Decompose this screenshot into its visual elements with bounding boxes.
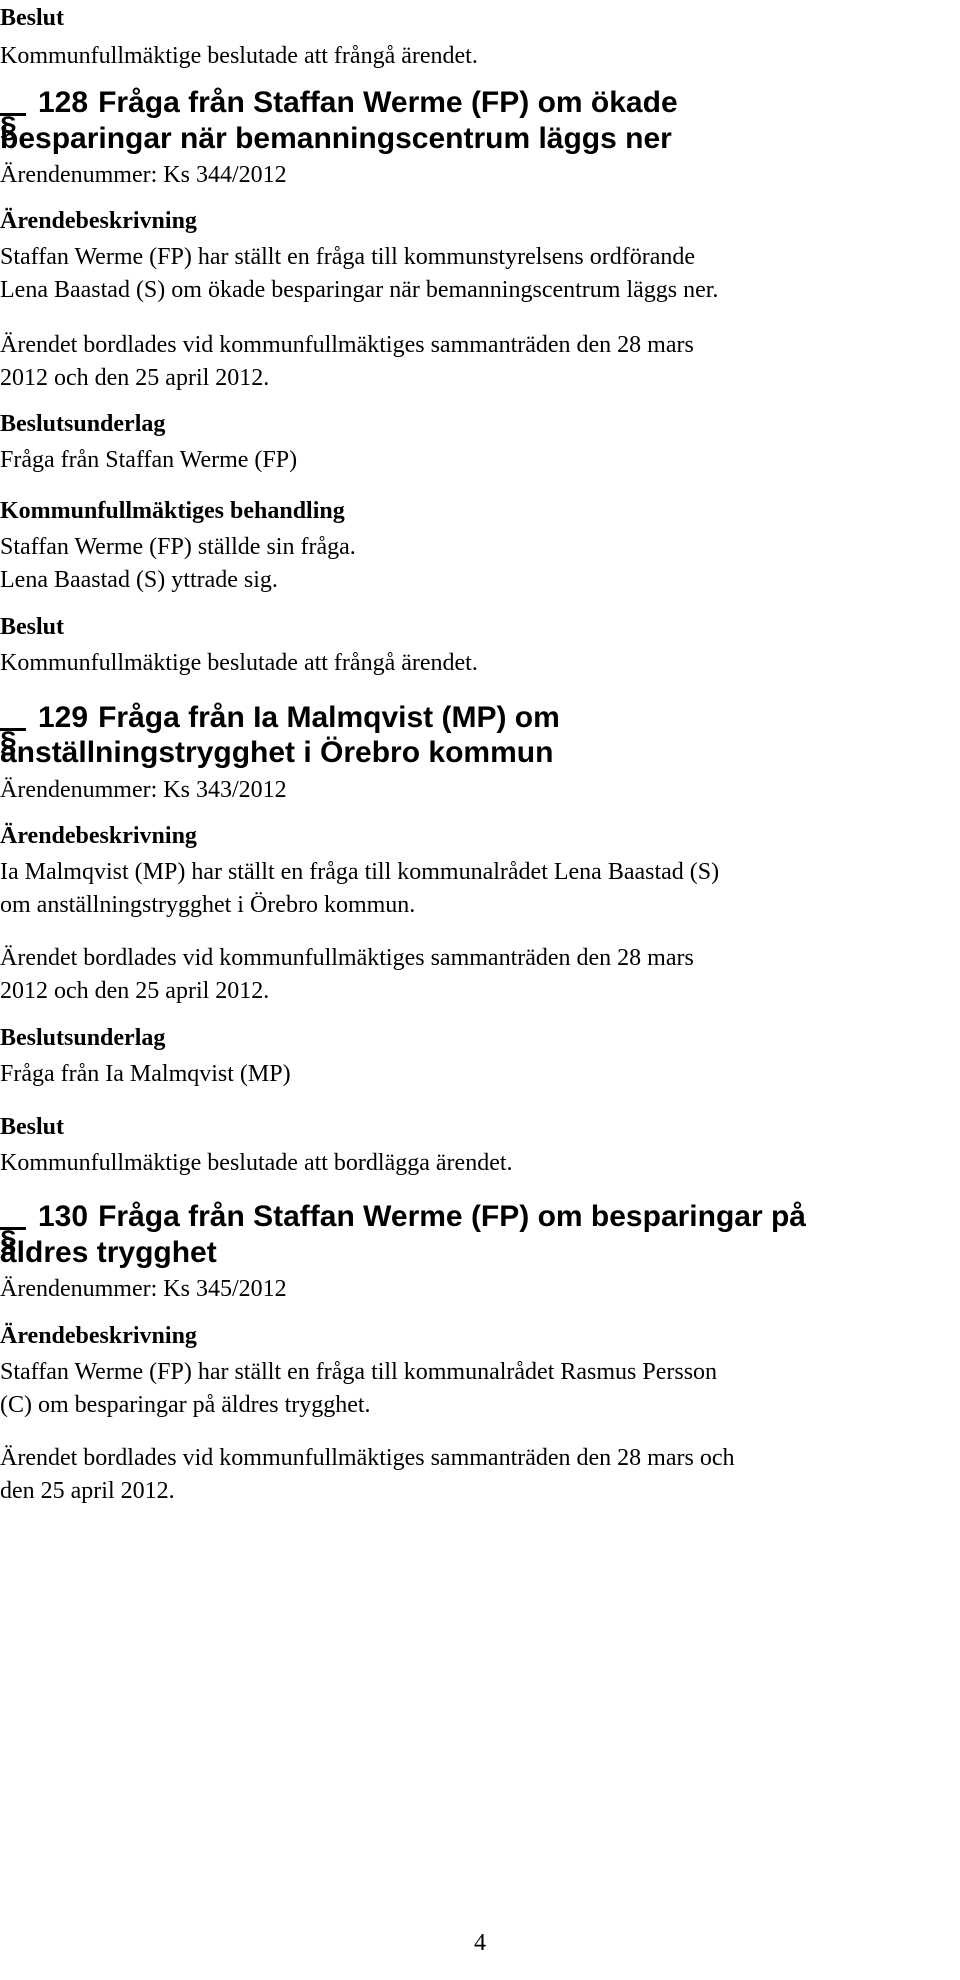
section-129-description-heading: Ärendebeskrivning: [0, 823, 197, 849]
section-130-description-heading: Ärendebeskrivning: [0, 1323, 197, 1349]
section-128-title-line2: besparingar när bemanningscentrum läggs ner: [0, 122, 672, 155]
intro-beslut-heading: Beslut: [0, 5, 65, 31]
section-129-description-line2: om anställningstrygghet i Örebro kommun.: [0, 892, 416, 918]
section-128-tabled-line2: 2012 och den 25 april 2012.: [0, 365, 270, 391]
section-number: 128: [38, 86, 89, 119]
section-title-line1: Fråga från Staffan Werme (FP) om ökade: [98, 86, 678, 119]
section-130-tabled-line1: Ärendet bordlades vid kommunfullmäktiges sammanträden den 28 mars och: [0, 1445, 735, 1471]
section-128-title: [0, 85, 678, 121]
section-129-tabled-line2: 2012 och den 25 april 2012.: [0, 978, 270, 1004]
section-129-title: [0, 700, 560, 736]
section-128-decision-heading: Beslut: [0, 614, 65, 640]
intro-beslut-text: Kommunfullmäktige beslutade att frångå ärendet.: [0, 43, 478, 69]
section-number: 129: [38, 701, 89, 734]
section-129-decision-heading: Beslut: [0, 1114, 65, 1140]
section-128-handling-line2: Lena Baastad (S) yttrade sig.: [0, 567, 278, 593]
section-128-description-line2: Lena Baastad (S) om ökade besparingar när bemanningscentrum läggs ner.: [0, 277, 719, 303]
section-129-basis-text: Fråga från Ia Malmqvist (MP): [0, 1061, 291, 1087]
section-128-basis-text: Fråga från Staffan Werme (FP): [0, 447, 298, 473]
section-129-case-number: Ärendenummer: Ks 343/2012: [0, 777, 287, 803]
section-129-basis-heading: Beslutsunderlag: [0, 1025, 166, 1051]
page-number: 4: [474, 1930, 486, 1956]
section-129-tabled-line1: Ärendet bordlades vid kommunfullmäktiges sammanträden den 28 mars: [0, 945, 694, 971]
section-130-case-number: Ärendenummer: Ks 345/2012: [0, 1276, 287, 1302]
section-title-line1: Fråga från Ia Malmqvist (MP) om: [98, 701, 560, 734]
section-128-description-heading: Ärendebeskrivning: [0, 208, 197, 234]
section-title-line1: Fråga från Staffan Werme (FP) om besparingar på: [98, 1200, 806, 1233]
section-130-tabled-line2: den 25 april 2012.: [0, 1478, 175, 1504]
section-128-basis-heading: Beslutsunderlag: [0, 411, 166, 437]
section-number: 130: [38, 1200, 89, 1233]
section-130-description-line1: Staffan Werme (FP) har ställt en fråga till kommunalrådet Rasmus Persson: [0, 1359, 718, 1385]
section-128-handling-heading: Kommunfullmäktiges behandling: [0, 498, 345, 524]
section-129-decision-text: Kommunfullmäktige beslutade att bordlägga ärendet.: [0, 1150, 513, 1176]
section-128-tabled-line1: Ärendet bordlades vid kommunfullmäktiges sammanträden den 28 mars: [0, 332, 694, 358]
section-129-title-line2: anställningstrygghet i Örebro kommun: [0, 736, 554, 769]
section-130-title-line2: äldres trygghet: [0, 1236, 217, 1269]
section-128-description-line1: Staffan Werme (FP) har ställt en fråga till kommunstyrelsens ordförande: [0, 244, 696, 270]
section-129-description-line1: Ia Malmqvist (MP) har ställt en fråga till kommunalrådet Lena Baastad (S): [0, 859, 720, 885]
section-128-decision-text: Kommunfullmäktige beslutade att frångå ärendet.: [0, 650, 478, 676]
section-128-case-number: Ärendenummer: Ks 344/2012: [0, 162, 287, 188]
section-128-handling-line1: Staffan Werme (FP) ställde sin fråga.: [0, 534, 356, 560]
section-130-description-line2: (C) om besparingar på äldres trygghet.: [0, 1392, 371, 1418]
section-130-title: [0, 1199, 806, 1235]
